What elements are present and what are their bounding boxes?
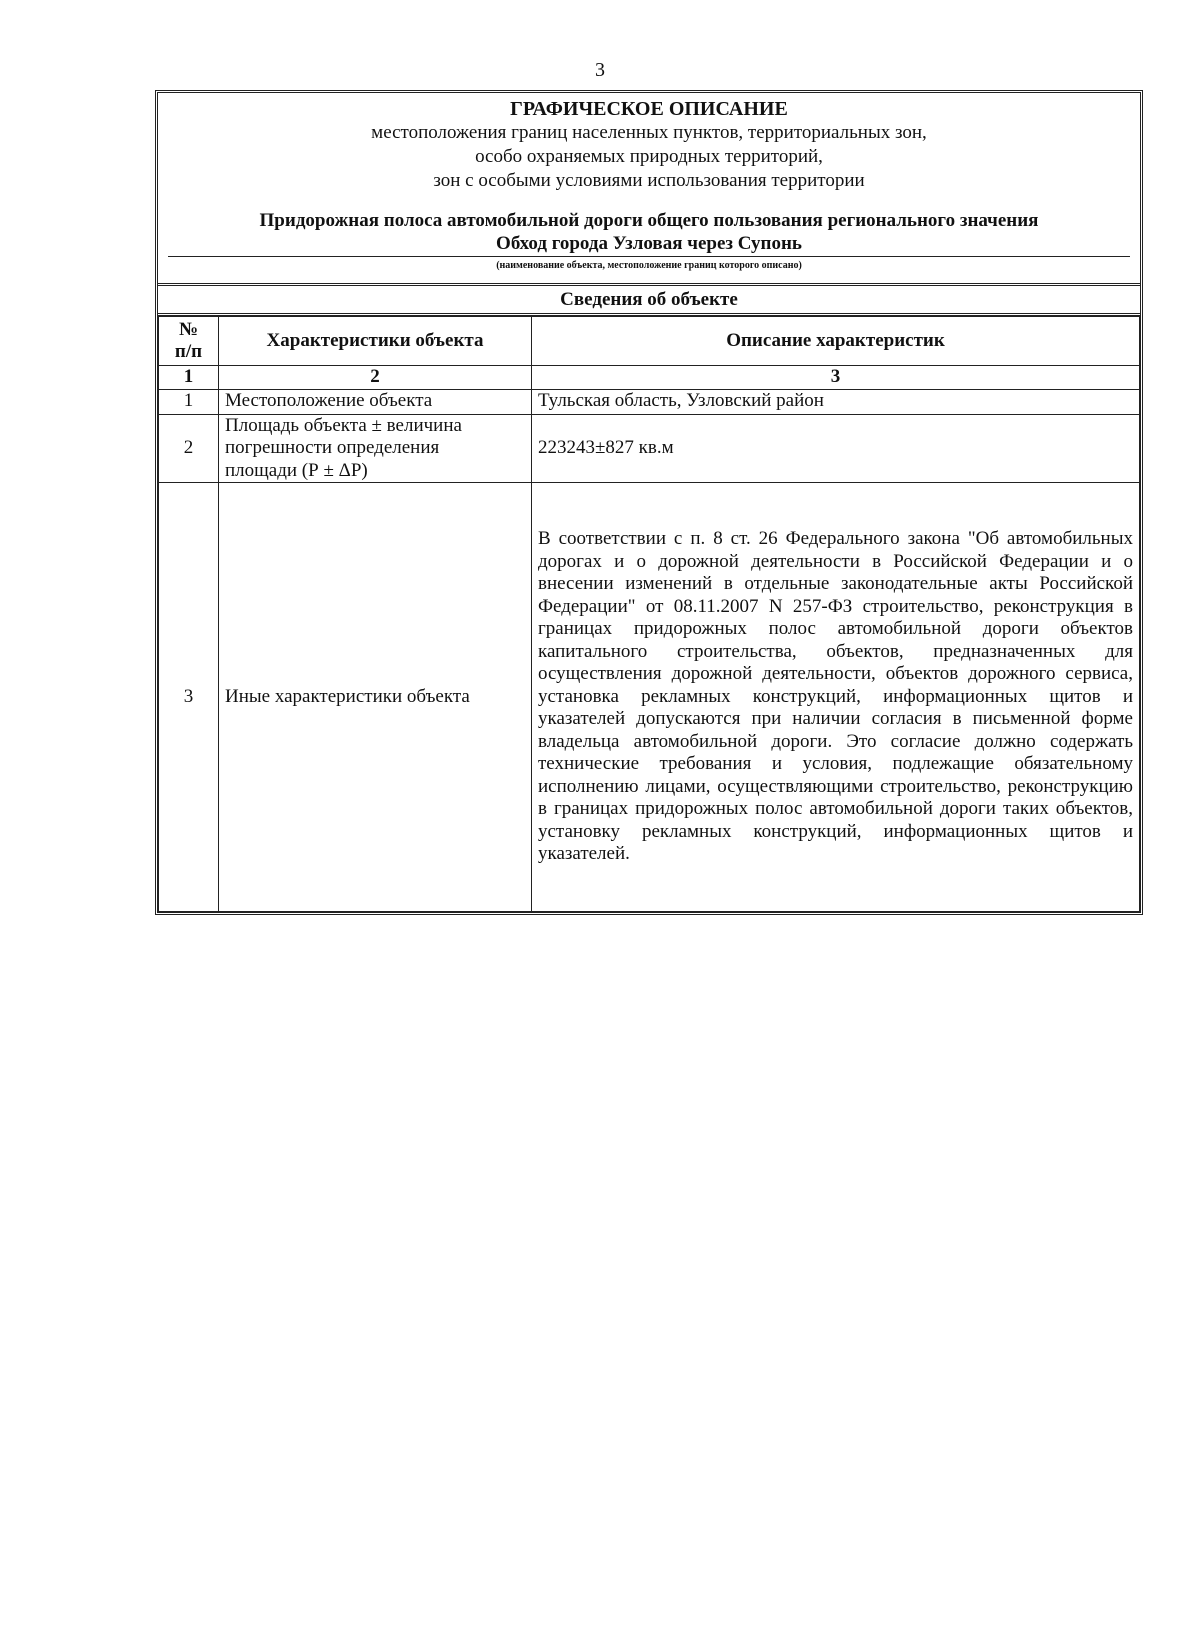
row-number: 3	[159, 483, 219, 912]
table-header-row	[159, 317, 1140, 366]
row-characteristic-line: погрешности определения	[225, 437, 440, 458]
object-name-line: Обход города Узловая через Супонь	[496, 233, 802, 254]
row-characteristic-line: Площадь объекта ± величина	[225, 414, 462, 436]
document-frame	[155, 90, 1143, 915]
row-description: В соответствии с п. 8 ст. 26 Федерального закона "Об автомобильных дорогах и о дорожной деятельности в Российской Федерации и о внесении изменений в отдельные законодательные акты Российской Федерации" от 08.11.2007 N 257-ФЗ строительство, реконструкция в границах придорожных полос автомобильной дороги объектов капитального строительства, объектов, предназначенных для осуществления дорожной деятельности, объектов дорожного сервиса, установка рекламных конструкций, информационных щитов и указателей допускаются при наличии согласия в письменной форме владельца автомобильной дороги. Это согласие должно содержать технические требования и условия, подлежащие обязательному исполнению лицами, осуществляющими строительство, реконструкцию в границах придорожных полос автомобильной дороги таких объектов, установку рекламных конструкций, информационных щитов и указателей.	[532, 483, 1140, 912]
object-name	[168, 209, 1130, 257]
object-name-line: Придорожная полоса автомобильной дороги общего пользования регионального значения	[259, 210, 1039, 231]
table-index-row	[159, 366, 1140, 390]
column-header-number-line: п/п	[174, 341, 203, 362]
table-row	[159, 389, 1140, 414]
table-row	[159, 414, 1140, 483]
row-description: Тульская область, Узловский район	[532, 389, 1140, 414]
row-characteristic: Местоположение объекта	[219, 389, 532, 414]
row-characteristic	[219, 414, 532, 483]
column-index: 2	[219, 366, 532, 390]
row-number: 1	[159, 389, 219, 414]
object-name-caption: (наименование объекта, местоположение границ которого описано)	[496, 260, 802, 271]
column-header-description: Описание характеристик	[532, 317, 1140, 366]
column-header-number-line: №	[178, 319, 199, 340]
object-info-table	[158, 316, 1140, 912]
row-description: 223243±827 кв.м	[532, 414, 1140, 483]
column-header-characteristics: Характеристики объекта	[219, 317, 532, 366]
row-characteristic: Иные характеристики объекта	[219, 483, 532, 912]
column-header-number	[159, 317, 219, 366]
row-number: 2	[159, 414, 219, 483]
page-number: 3	[595, 59, 605, 81]
document-subtitle-line: особо охраняемых природных территорий,	[475, 146, 823, 167]
document-title: ГРАФИЧЕСКОЕ ОПИСАНИЕ	[510, 98, 788, 120]
document-subtitle-line: местоположения границ населенных пунктов, территориальных зон,	[371, 122, 927, 143]
column-index: 3	[532, 366, 1140, 390]
document-header	[158, 93, 1140, 286]
column-index: 1	[159, 366, 219, 390]
row-characteristic-line: площади (Р ± ΔР)	[225, 459, 368, 481]
document-subtitle-line: зон с особыми условиями использования территории	[433, 170, 865, 191]
table-row	[159, 483, 1140, 912]
section-title: Сведения об объекте	[158, 286, 1140, 316]
